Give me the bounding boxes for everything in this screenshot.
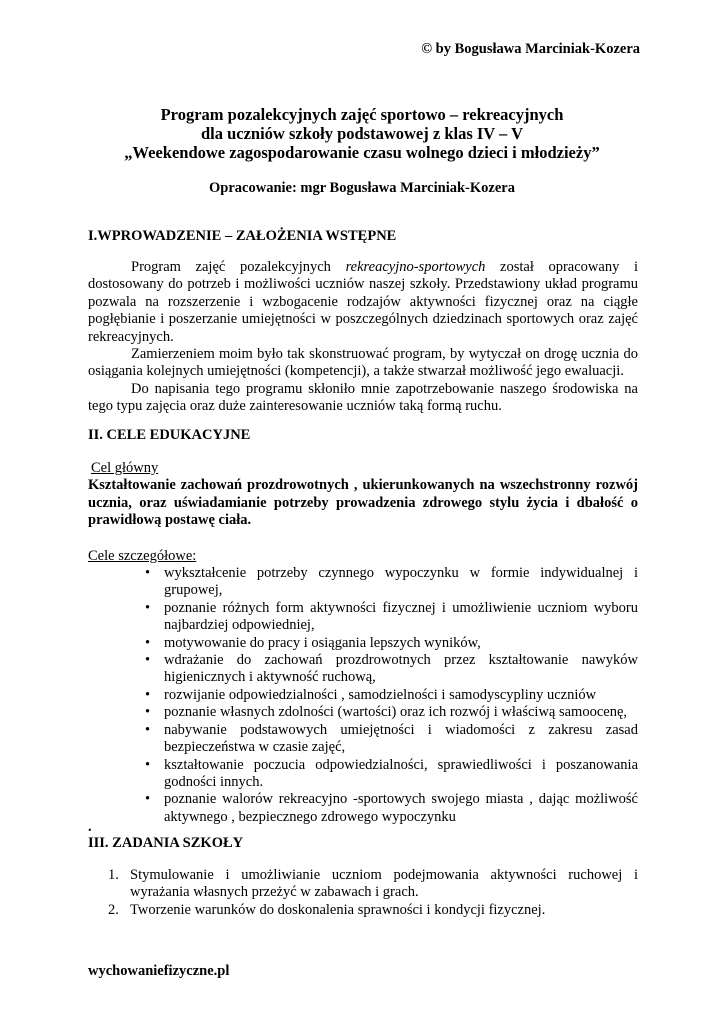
intro-p1-italic: rekreacyjno-sportowych bbox=[345, 259, 486, 275]
title-line-1: Program pozalekcyjnych zajęć sportowo – rekreacyjnych bbox=[160, 105, 564, 124]
intro-p1-end: został opracowany i dostosowany do potrzeb i możliwości uczniów naszej szkoły. Przedstawiony układ programu pozwala na rozszerzenie i wzbogacenie rodzajów aktywności fizycznej oraz na ciągłe pogłębianie i poszerzanie umiejętności w poszczególnych dziedzinach sportowych oraz zajęć rekreacyjnych. bbox=[88, 259, 638, 345]
bullet-icon: • bbox=[145, 704, 151, 721]
title-line-3: „Weekendowe zagospodarowanie czasu wolnego dzieci i młodzieży” bbox=[124, 143, 600, 162]
copyright-notice: © by Bogusława Marciniak-Kozera bbox=[421, 41, 640, 57]
bullet-icon: • bbox=[145, 686, 151, 703]
school-task-item bbox=[108, 867, 638, 902]
task-text: Stymulowanie i umożliwianie uczniom podejmowania aktywności ruchowej i wyrażania własnych przeżyć w zabawach i grach. bbox=[130, 867, 638, 901]
section-introduction bbox=[88, 228, 638, 416]
school-task-item bbox=[108, 902, 638, 919]
bullet-icon: • bbox=[145, 634, 151, 651]
bullet-icon: • bbox=[145, 652, 151, 669]
intro-paragraph-3: Do napisania tego programu skłoniło mnie zapotrzebowanie naszego środowiska na tego typu zajęcia oraz duże zainteresowanie uczniów taką formą ruchu. bbox=[88, 380, 638, 415]
bullet-icon: • bbox=[145, 791, 151, 808]
main-goal-label: Cel główny bbox=[91, 460, 159, 476]
detailed-goal-item bbox=[145, 687, 638, 704]
bullet-icon: • bbox=[145, 565, 151, 582]
intro-paragraph-2: Zamierzeniem moim było tak skonstruować program, by wytyczał on drogę ucznia do osiągania kolejnych umiejętności (kompetencji), a także stwarzał możliwość jego ewaluacji. bbox=[88, 346, 638, 380]
detailed-goal-text: motywowanie do pracy i osiągania lepszych wyników, bbox=[164, 634, 481, 651]
document-title bbox=[88, 105, 636, 162]
detailed-goals-list bbox=[88, 565, 638, 826]
section-school-tasks bbox=[88, 835, 638, 919]
detailed-goal-text: kształtowanie poczucia odpowiedzialności, sprawiedliwości i poszanowania godności innych. bbox=[164, 756, 638, 790]
section-2-heading: II. CELE EDUKACYJNE bbox=[88, 427, 251, 443]
main-goal-text: Kształtowanie zachowań prozdrowotnych , ukierunkowanych na wszechstronny rozwój ucznia, oraz uświadamianie potrzeby prowadzenia zdrowego stylu życia i dbałość o prawidłową postawę ciała. bbox=[88, 477, 638, 529]
intro-paragraph-1 bbox=[88, 259, 638, 346]
detailed-goal-text: nabywanie podstawowych umiejętności i wiadomości z zakresu zasad bezpieczeństwa w czasie zajęć, bbox=[164, 721, 638, 756]
author-line: Opracowanie: mgr Bogusława Marciniak-Kozera bbox=[209, 180, 515, 196]
task-text: Tworzenie warunków do doskonalenia sprawności i kondycji fizycznej. bbox=[130, 901, 546, 918]
stray-dot: . bbox=[88, 819, 92, 835]
detailed-goal-item bbox=[145, 565, 638, 600]
detailed-goal-item bbox=[145, 652, 638, 687]
detailed-goal-text: poznanie walorów rekreacyjno -sportowych swojego miasta , dając możliwość aktywnego , bezpiecznego zdrowego wypoczynku bbox=[164, 791, 638, 825]
section-educational-goals bbox=[88, 427, 638, 826]
detailed-goals-label-row bbox=[88, 548, 638, 565]
detailed-goal-text: wykształcenie potrzeby czynnego wypoczynku w formie indywidualnej i grupowej, bbox=[164, 565, 638, 599]
detailed-goal-item bbox=[145, 757, 638, 792]
intro-p1-start: Program zajęć pozalekcyjnych bbox=[131, 259, 346, 275]
detailed-goal-item bbox=[145, 704, 638, 721]
detailed-goal-text: poznanie własnych zdolności (wartości) oraz ich rozwój i właściwą samoocenę, bbox=[164, 704, 628, 721]
school-tasks-list bbox=[88, 867, 638, 919]
bullet-icon: • bbox=[145, 599, 151, 616]
bullet-icon: • bbox=[145, 756, 151, 773]
title-line-2: dla uczniów szkoły podstawowej z klas IV – V bbox=[200, 124, 524, 143]
main-goal-label-row bbox=[88, 460, 638, 477]
section-3-heading: III. ZADANIA SZKOŁY bbox=[88, 835, 244, 851]
detailed-goal-text: wdrażanie do zachowań prozdrowotnych przez kształtowanie nawyków higienicznych i aktywność ruchową, bbox=[164, 652, 638, 686]
footer-site: wychowaniefizyczne.pl bbox=[88, 963, 230, 979]
detailed-goals-label: Cele szczegółowe: bbox=[88, 547, 197, 564]
detailed-goal-item bbox=[145, 635, 638, 652]
detailed-goal-item bbox=[145, 722, 638, 757]
detailed-goal-text: poznanie różnych form aktywności fizycznej i umożliwienie uczniom wyboru najbardziej odpowiedniej, bbox=[164, 599, 638, 634]
detailed-goal-item bbox=[145, 791, 638, 826]
detailed-goal-text: rozwijanie odpowiedzialności , samodzielności i samodyscypliny uczniów bbox=[164, 686, 597, 703]
task-number: 2. bbox=[108, 901, 119, 918]
section-1-heading: I.WPROWADZENIE – ZAŁOŻENIA WSTĘPNE bbox=[88, 228, 397, 244]
bullet-icon: • bbox=[145, 721, 151, 738]
task-number: 1. bbox=[108, 867, 119, 883]
detailed-goal-item bbox=[145, 600, 638, 635]
